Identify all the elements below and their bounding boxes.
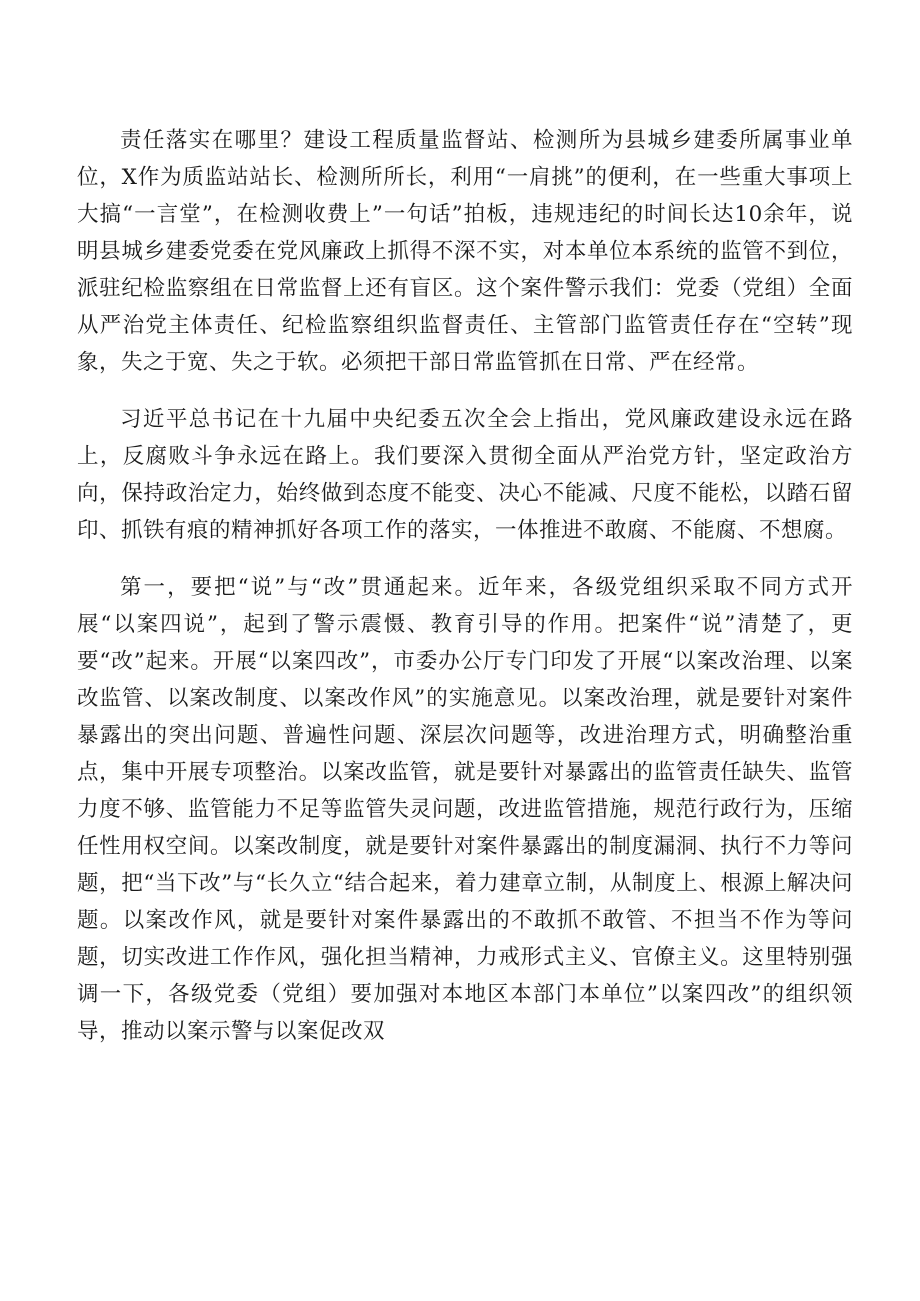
document-page (77, 122, 853, 1050)
paragraph-responsibility: 责任落实在哪里？建设工程质量监督站、检测所为县城乡建委所属事业单位，X作为质监站站长、检测所所长，利用“一肩挑”的便利，在一些重大事项上大搞“一言堂”，在检测收费上”一句话”拍板，违规违纪的时间长达10余年，说明县城乡建委党委在党风廉政上抓得不深不实，对本单位本系统的监管不到位，派驻纪检监察组在日常监督上还有盲区。这个案件警示我们：党委（党组）全面从严治党主体责任、纪检监察组织监督责任、主管部门监管责任存在“空转”现象，失之于宽、失之于软。必须把干部日常监管抓在日常、严在经常。 (77, 128, 853, 375)
paragraph-first-point: 第一，要把“说”与“改”贯通起来。近年来，各级党组织采取不同方式开展“以案四说”，起到了警示震慑、教育引导的作用。把案件“说”清楚了，更要“改”起来。开展“以案四改”，市委办公厅专门印发了开展“以案改治理、以案改监管、以案改制度、以案改作风”的实施意见。以案改治理，就是要针对案件暴露出的突出问题、普遍性问题、深层次问题等，改进治理方式，明确整治重点，集中开展专项整治。以案改监管，就是要针对暴露出的监管责任缺失、监管力度不够、监管能力不足等监管失灵问题，改进监管措施，规范行政行为，压缩任性用权空间。以案改制度，就是要针对案件暴露出的制度漏洞、执行不力等问题，把“当下改”与“长久立“结合起来，着力建章立制，从制度上、根源上解决问题。以案改作风，就是要针对案件暴露出的不敢抓不敢管、不担当不作为等问题，切实改进工作作风，强化担当精神，力戒形式主义、官僚主义。这里特别强调一下，各级党委（党组）要加强对本地区本部门本单位”以案四改”的组织领导，推动以案示警与以案促改双 (77, 575, 853, 1044)
paragraph-xi-speech: 习近平总书记在十九届中央纪委五次全会上指出，党风廉政建设永远在路上，反腐败斗争永远在路上。我们要深入贯彻全面从严治党方针，坚定政治方向，保持政治定力，始终做到态度不能变、决心不能减、尺度不能松，以踏石留印、抓铁有痕的精神抓好各项工作的落实，一体推进不敢腐、不能腐、不想腐。 (77, 407, 853, 543)
